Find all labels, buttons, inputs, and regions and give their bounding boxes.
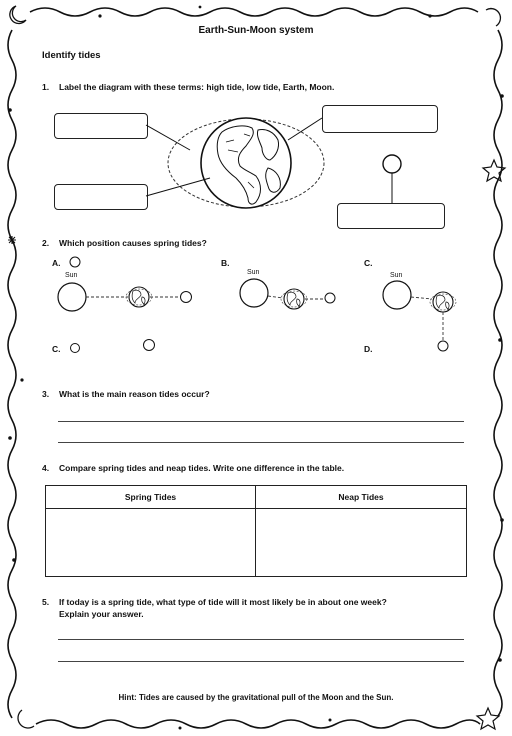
table-cell-spring[interactable]: [47, 509, 254, 575]
moon-b: [325, 293, 335, 303]
sun-b: [240, 279, 268, 307]
moon-c: [438, 341, 448, 351]
earth-c: [430, 292, 456, 312]
comparison-table: [45, 485, 467, 577]
question-3: 3. What is the main reason tides occur?: [42, 389, 210, 399]
option-c-label[interactable]: C.: [364, 258, 373, 268]
earth-b: [281, 289, 307, 309]
answer-line-3a[interactable]: [58, 421, 464, 422]
section-subtitle: Identify tides: [42, 50, 101, 61]
sun-label-c: Sun: [390, 272, 403, 279]
question-5: 5. If today is a spring tide, what type of tide will it most likely be in about one week?: [42, 597, 387, 607]
option-b-label[interactable]: B.: [221, 258, 230, 268]
table-header-spring: Spring Tides: [124, 492, 177, 502]
earth-a: [126, 287, 152, 307]
answer-line-5b[interactable]: [58, 661, 464, 662]
question-4: 4. Compare spring tides and neap tides. Write one difference in the table.: [42, 463, 345, 473]
question-1: 1. Label the diagram with these terms: high tide, low tide, Earth, Moon.: [42, 82, 335, 92]
table-cell-neap[interactable]: [257, 509, 465, 575]
answer-line-3b[interactable]: [58, 442, 464, 443]
table-header-neap: Neap Tides: [338, 492, 384, 502]
option-c2-label[interactable]: C.: [52, 344, 61, 354]
moon-extra: [144, 340, 155, 351]
moon-c2: [71, 344, 80, 353]
sun-label-b: Sun: [247, 269, 260, 276]
question-2: 2. Which position causes spring tides?: [42, 238, 207, 248]
option-d-label[interactable]: D.: [364, 344, 373, 354]
hint-text: Hint: Tides are caused by the gravitational pull of the Moon and the Sun.: [118, 693, 394, 702]
sun-a: [58, 283, 86, 311]
option-a-label[interactable]: A.: [52, 258, 61, 268]
answer-line-5a[interactable]: [58, 639, 464, 640]
page-title: Earth-Sun-Moon system: [198, 25, 314, 36]
moon-a-top: [70, 257, 80, 267]
sun-label-a: Sun: [65, 272, 78, 279]
moon-a: [181, 292, 192, 303]
question-5-line2: Explain your answer.: [59, 609, 144, 619]
sun-c: [383, 281, 411, 309]
